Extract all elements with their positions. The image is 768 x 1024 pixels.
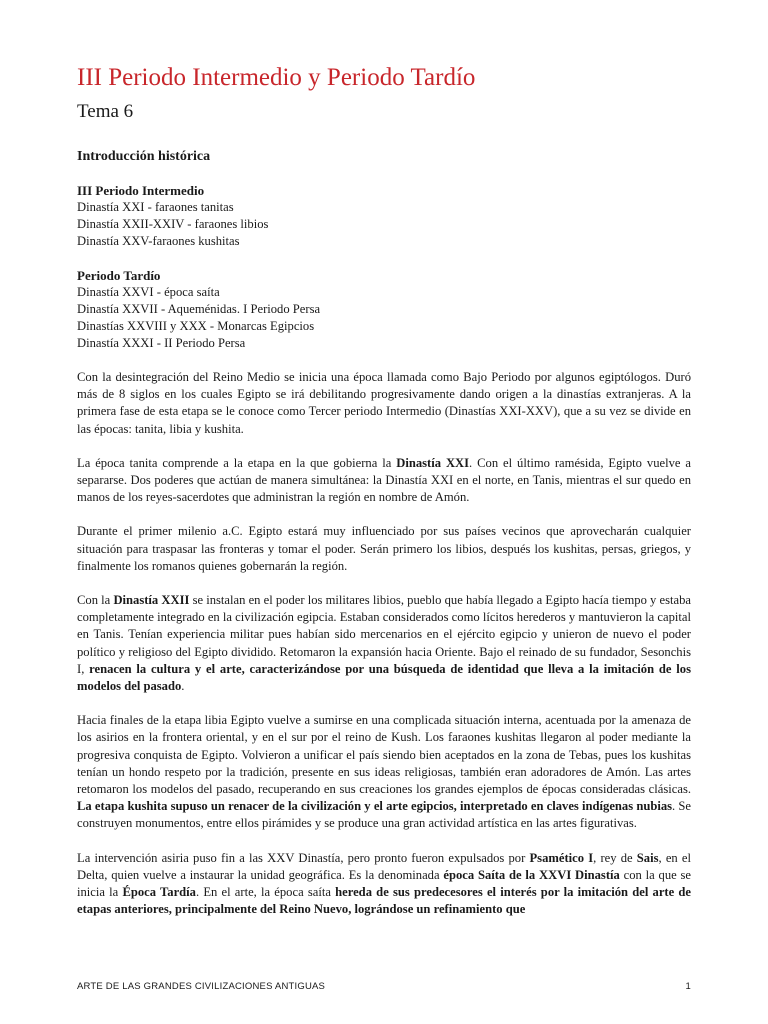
text-run: . En el arte, la época saíta [195, 885, 336, 900]
document-page [77, 62, 691, 918]
dynasty-line: Dinastía XXVI - época saíta [77, 285, 220, 299]
book-title: ARTE DE LAS GRANDES CIVILIZACIONES ANTIGUAS [77, 981, 326, 992]
dynasty-line: Dinastía XXXI - II Periodo Persa [77, 336, 246, 350]
bold-text: renacen la cultura y el arte, caracterizándose por una búsqueda de identidad que lleva a la imitación de los modelos del pasado [77, 661, 691, 694]
dynasty-line: Dinastía XXVII - Aqueménidas. I Periodo Persa [77, 302, 321, 316]
body-paragraph [77, 369, 691, 438]
body-text [77, 369, 691, 918]
body-paragraph [77, 523, 691, 575]
body-paragraph [77, 592, 691, 695]
text-run: se instalan en el poder los militares libios, pueblo que había llegado a Egipto hacía tiempo y estaba completamente integrado en la civilización egipcia. Estaban considerados como lícitos herederos y mantuvieron la capital en Tanis. Tenían experiencia militar pues habían sido mercenarios en el ejército egipcio y unieron de nuevo el poder político y religioso del Egipto dividido. Retomaron la expansión hacia Oriente. Bajo el reinado de su fundador, Sesonchis I, [77, 593, 691, 676]
dynasty-line: Dinastía XXI - faraones tanitas [77, 200, 234, 214]
text-run: , en el Delta, quien vuelve a instaurar la unidad geográfica. Es la denominada [77, 850, 691, 882]
body-paragraph [77, 850, 691, 919]
text-run: , rey de [593, 850, 637, 865]
period-heading: Periodo Tardío [77, 268, 161, 283]
page-number: 1 [685, 981, 691, 992]
text-run: . Con el último ramésida, Egipto vuelve a separarse. Dos poderes que actúan de manera simultánea: la Dinastía XXI en el norte, en Tanis, mientras el sur quedo en manos de los reyes-sacerdotes que administran la región en nombre de Amón. [77, 455, 691, 505]
bold-text: Sais [636, 850, 659, 865]
text-run: Con la [77, 593, 114, 608]
text-run: Con la desintegración del Reino Medio se inicia una época llamada como Bajo Periodo por algunos egiptólogos. Duró más de 8 siglos en los cuales Egipto se irá debilitando progresivamente dando origen a la dinastías extranjeras. A la primera fase de esta etapa se le conoce como Tercer periodo Intermedio (Dinastías XXI-XXV), que a su vez se divide en las épocas: tanita, libia y kushita. [77, 370, 691, 436]
period-list-1 [77, 182, 691, 250]
bold-text: Época Tardía [122, 885, 196, 900]
bold-text: hereda de sus predecesores el interés por la imitación del arte de etapas anteriores, principalmente del Reino Nuevo, lográndose un refinamiento que [77, 885, 691, 917]
page-footer [77, 981, 691, 992]
text-run: . [181, 679, 185, 694]
page-title: III Periodo Intermedio y Periodo Tardío [77, 64, 476, 91]
bold-text: época Saíta de la XXVI Dinastía [443, 867, 620, 882]
body-paragraph [77, 712, 691, 832]
text-run: . Se construyen monumentos, entre ellos pirámides y se produce una gran actividad artística en las artes figurativas. [77, 799, 691, 831]
text-run: Durante el primer milenio a.C. Egipto estará muy influenciado por sus países vecinos que aprovecharán cualquier situación para traspasar las fronteras y tomar el poder. Serán primero los libios, después los kushitas, persas, griegos, y finalmente los romanos quienes gobernarán la región. [77, 524, 691, 573]
bold-text: Dinastía XXII [113, 593, 190, 608]
text-run: La época tanita comprende a la etapa en la que gobierna la [77, 455, 397, 470]
bold-text: Dinastía XXI [396, 455, 470, 470]
bold-text: La etapa kushita supuso un renacer de la civilización y el arte egipcios, interpretado en claves indígenas nubias [77, 799, 673, 814]
section-heading: Introducción histórica [77, 149, 211, 164]
dynasty-line: Dinastía XXV-faraones kushitas [77, 234, 240, 248]
body-paragraph [77, 455, 691, 507]
period-heading: III Periodo Intermedio [77, 183, 205, 198]
period-list-2 [77, 267, 691, 352]
dynasty-line: Dinastía XXII-XXIV - faraones libios [77, 217, 269, 231]
text-run: con la que se inicia la [77, 867, 691, 900]
dynasty-line: Dinastías XXVIII y XXX - Monarcas Egipcios [77, 319, 315, 333]
bold-text: Psamético I [529, 850, 594, 865]
page-subtitle: Tema 6 [77, 101, 134, 122]
text-run: Hacia finales de la etapa libia Egipto vuelve a sumirse en una complicada situación interna, acentuada por la amenaza de los asirios en la frontera oriental, y en el sur por el reino de Kush. Los faraones kushitas llegaron al poder mediante la progresiva conquista de Egipto. Volvieron a unificar el país siendo bien aceptados en la zona de Tebas, pues los kushitas tenían un hondo respeto por la tradición, presente en sus ideas religiosas, también eran adoradores de Amón. Las artes retomaron los modelos del pasado, recuperando en sus creaciones los grandes ejemplos de épocas consideradas clásicas. [77, 713, 691, 797]
text-run: La intervención asiria puso fin a las XXV Dinastía, pero pronto fueron expulsados por [77, 850, 530, 865]
